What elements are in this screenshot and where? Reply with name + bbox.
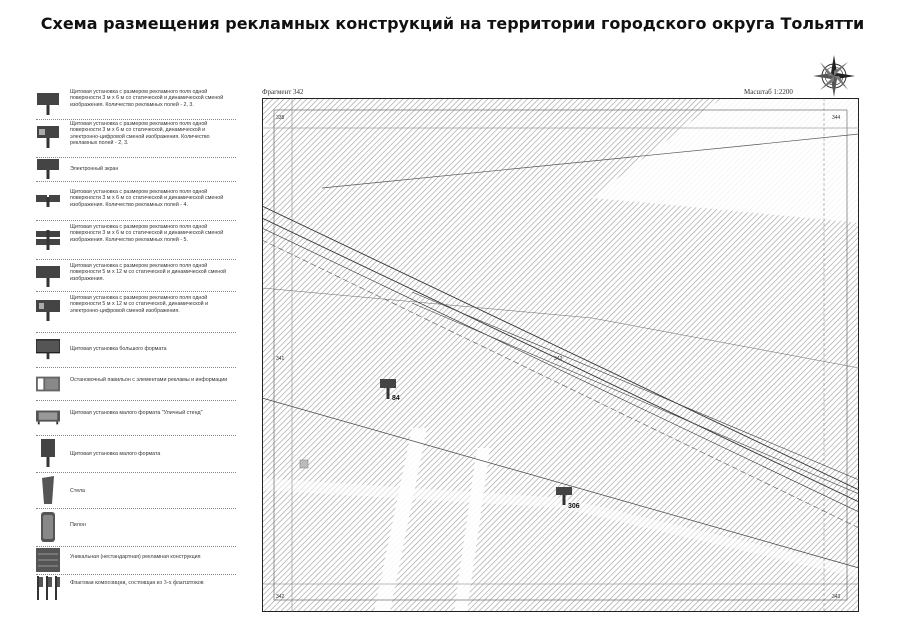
bus-stop-icon xyxy=(36,375,60,393)
corner-label-top-left: 338 xyxy=(276,115,285,121)
fragment-label: Фрагмент 342 xyxy=(262,88,304,96)
legend-item: Щитовая установка с размером рекламного поля одной поверхности 5 м х 12 м со статической и динамической сменой изображения. xyxy=(36,259,236,292)
inner-label: 342 xyxy=(554,356,563,362)
marker-label: 306 xyxy=(568,503,580,510)
legend-item: Щитовая установка с размером рекламного поля одной поверхности 3 м х 6 м со статической и динамической сменой изображения. Количество рекламных полей - 4. xyxy=(36,181,236,221)
legend-item: Щитовая установка с размером рекламного поля одной поверхности 3 м х 6 м со статической и динамической сменой изображения. Количество рекламных полей - 2, 3. xyxy=(36,88,236,120)
billboard-3x6-five-icon xyxy=(36,230,60,250)
billboard-3x6-digital-icon xyxy=(36,125,60,149)
legend-item: Щитовая установка с размером рекламного поля одной поверхности 3 м х 6 м со статической, динамической и электронно-цифровой сменой изображения. Количество рекламных полей - 2, 3. xyxy=(36,119,236,158)
legend-item: Остановочный павильон с элементами рекламы и информации xyxy=(36,367,236,401)
building-icon xyxy=(300,460,308,468)
small-format-icon xyxy=(36,439,60,467)
legend-item: Щитовая установка малого формата xyxy=(36,435,236,473)
legend-item: Уникальная (нестандартная) рекламная конструкция xyxy=(36,546,236,575)
street-stand-icon xyxy=(36,409,60,425)
marker-label: 84 xyxy=(392,395,400,402)
legend-item: Флаговая композиция, состоящая из 3-х флагштоков xyxy=(36,574,236,602)
map-area[interactable] xyxy=(262,98,859,612)
legend-item: Пилон xyxy=(36,508,236,547)
compass-rose-icon xyxy=(812,54,856,98)
unique-construction-icon xyxy=(36,548,60,572)
stele-icon xyxy=(36,476,60,504)
pylon-icon xyxy=(36,512,60,542)
legend-item: Щитовая установка с размером рекламного поля одной поверхности 3 м х 6 м со статической и динамической сменой изображения. Количество рекламных полей - 5. xyxy=(36,220,236,260)
legend-item: Щитовая установка с размером рекламного поля одной поверхности 5 м х 12 м со статической, динамической и электронно-цифровой сменой изображения. xyxy=(36,291,236,333)
electronic-screen-icon xyxy=(36,159,60,179)
legend-item: Щитовая установка большого формата xyxy=(36,332,236,368)
billboard-3x6-four-icon xyxy=(36,193,60,207)
billboard-3x6-double-icon xyxy=(36,92,60,116)
legend-item: Электронный экран xyxy=(36,157,236,182)
legend-item: Щитовая установка малого формата "Уличный стенд" xyxy=(36,400,236,436)
billboard-5x12-digital-icon xyxy=(36,299,60,321)
corner-label-top-right: 344 xyxy=(832,115,841,121)
corner-label-bottom-right: 343 xyxy=(832,594,841,600)
scale-label: Масштаб 1:2200 xyxy=(744,88,793,96)
map-title: Схема размещения рекламных конструкций на территории городского округа Тольятти xyxy=(40,14,865,33)
corner-label-bottom-left: 342 xyxy=(276,594,285,600)
flag-composition-icon xyxy=(36,576,60,600)
billboard-5x12-icon xyxy=(36,265,60,287)
corner-label-left-mid: 341 xyxy=(276,356,285,362)
large-format-icon xyxy=(36,338,60,360)
legend-item: Стела xyxy=(36,472,236,509)
